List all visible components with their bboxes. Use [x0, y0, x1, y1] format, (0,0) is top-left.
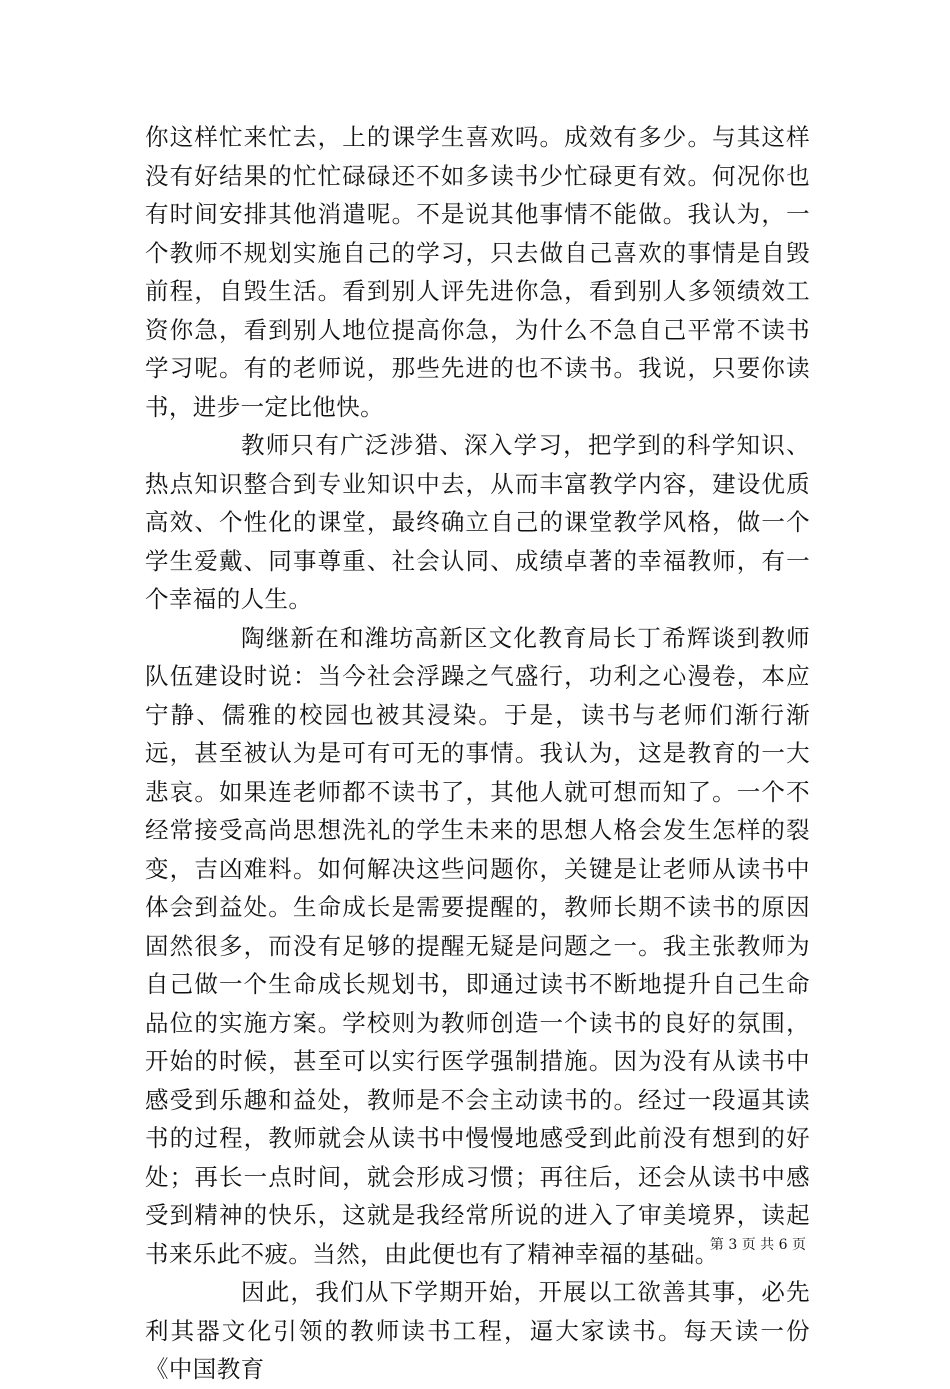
document-body	[145, 118, 810, 1389]
page-number-footer: 第 3 页 共 6 页	[709, 1237, 806, 1253]
paragraph-4: 因此，我们从下学期开始，开展以工欲善其事，必先利其器文化引领的教师读书工程，逼大家读书。每天读一份《中国教育	[145, 1278, 810, 1383]
paragraph-3: 陶继新在和潍坊高新区文化教育局长丁希辉谈到教师队伍建设时说：当今社会浮躁之气盛行，功利之心漫卷，本应宁静、儒雅的校园也被其浸染。于是，读书与老师们渐行渐远，甚至被认为是可有可无的事情。我认为，这是教育的一大悲哀。如果连老师都不读书了，其他人就可想而知了。一个不经常接受高尚思想洗礼的学生未来的思想人格会发生怎样的裂变，吉凶难料。如何解决这些问题你，关键是让老师从读书中体会到益处。生命成长是需要提醒的，教师长期不读书的原因固然很多，而没有足够的提醒无疑是问题之一。我主张教师为自己做一个生命成长规划书，即通过读书不断地提升自己生命品位的实施方案。学校则为教师创造一个读书的良好的氛围，开始的时候，甚至可以实行医学强制措施。因为没有从读书中感受到乐趣和益处，教师是不会主动读书的。经过一段逼其读书的过程，教师就会从读书中慢慢地感受到此前没有想到的好处；再长一点时间，就会形成习惯；再往后，还会从读书中感受到精神的快乐，这就是我经常所说的进入了审美境界，读起书来乐此不疲。当然，由此便也有了精神幸福的基础。	[145, 623, 810, 1268]
paragraph-1: 你这样忙来忙去，上的课学生喜欢吗。成效有多少。与其这样没有好结果的忙忙碌碌还不如多读书少忙碌更有效。何况你也有时间安排其他消遣呢。不是说其他事情不能做。我认为，一个教师不规划实施自己的学习，只去做自己喜欢的事情是自毁前程，自毁生活。看到别人评先进你急，看到别人多领绩效工资你急，看到别人地位提高你急，为什么不急自己平常不读书学习呢。有的老师说，那些先进的也不读书。我说，只要你读书，进步一定比他快。	[145, 123, 810, 421]
paragraph-2: 教师只有广泛涉猎、深入学习，把学到的科学知识、热点知识整合到专业知识中去，从而丰富教学内容，建设优质高效、个性化的课堂，最终确立自己的课堂教学风格，做一个学生爱戴、同事尊重、社会认同、成绩卓著的幸福教师，有一个幸福的人生。	[145, 431, 810, 613]
